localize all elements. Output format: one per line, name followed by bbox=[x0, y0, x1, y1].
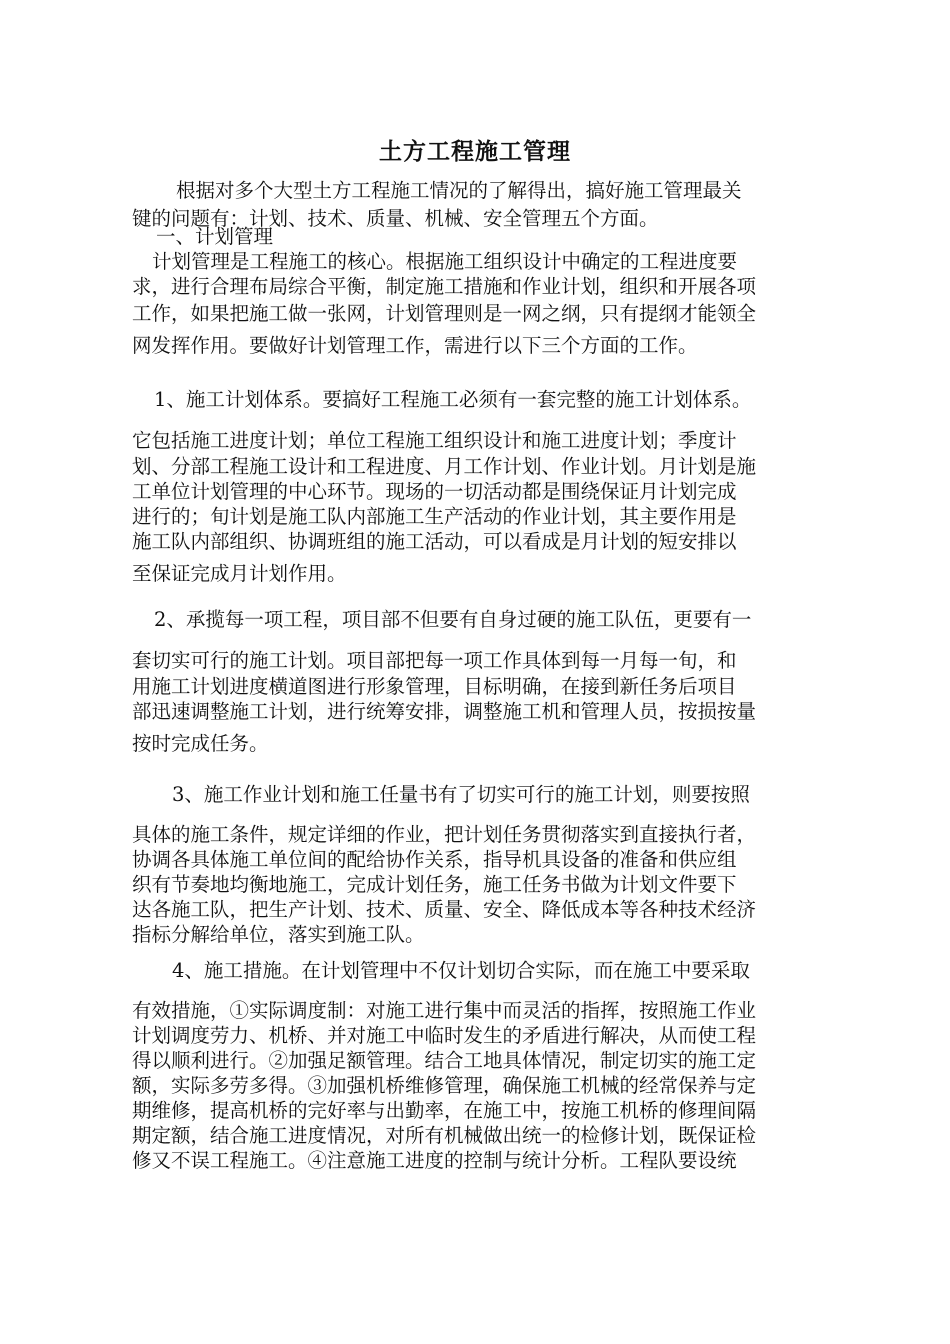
section-heading-text: 一、计划管理 bbox=[156, 225, 274, 248]
plan-management-paragraph bbox=[132, 250, 820, 365]
document-title: 土方工程施工管理 bbox=[379, 138, 571, 165]
item1-line-2: 它包括施工进度计划；单位工程施工组织设计和施工进度计划；季度计 bbox=[132, 429, 737, 452]
item2-line-3: 用施工计划进度横道图进行形象管理，目标明确，在接到新任务后项目 bbox=[132, 675, 737, 698]
item4-line-4: 得以顺利进行。②加强足额管理。结合工地具体情况，制定切实的施工定 bbox=[132, 1049, 757, 1072]
item-2-paragraph bbox=[132, 606, 820, 764]
item3-line-5: 达各施工队，把生产计划、技术、质量、安全、降低成本等各种技术经济 bbox=[132, 898, 757, 921]
plan-line-1: 计划管理是工程施工的核心。根据施工组织设计中确定的工程进度要 bbox=[152, 250, 738, 273]
item3-line-6: 指标分解给单位，落实到施工队。 bbox=[132, 923, 425, 946]
item4-line-5: 额，实际多劳多得。③加强机桥维修管理，确保施工机械的经常保养与定 bbox=[132, 1074, 757, 1097]
item4-line-8: 修又不误工程施工。④注意施工进度的控制与统计分析。工程队要设统 bbox=[132, 1149, 737, 1172]
item3-line-2: 具体的施工条件，规定详细的作业，把计划任务贯彻落实到直接执行者， bbox=[132, 823, 757, 846]
item3-line-1: 3、施工作业计划和施工任量书有了切实可行的施工计划，则要按照 bbox=[172, 783, 750, 806]
item2-line-2: 套切实可行的施工计划。项目部把每一项工作具体到每一月每一旬，和 bbox=[132, 649, 737, 672]
item2-line-5: 按时完成任务。 bbox=[132, 732, 269, 755]
item-4-paragraph bbox=[132, 956, 820, 1173]
item2-line-4: 部迅速调整施工计划，进行统筹安排，调整施工机和管理人员，按损按量 bbox=[132, 700, 757, 723]
item1-line-7: 至保证完成月计划作用。 bbox=[132, 562, 347, 585]
item3-line-4: 织有节奏地均衡地施工，完成计划任务，施工任务书做为计划文件要下 bbox=[132, 873, 737, 896]
item4-line-1: 4、施工措施。在计划管理中不仅计划切合实际，而在施工中要采取 bbox=[172, 959, 750, 982]
item4-line-7: 期定额，结合施工进度情况，对所有机械做出统一的检修计划，既保证检 bbox=[132, 1124, 757, 1147]
plan-line-2: 求，进行合理布局综合平衡，制定施工措施和作业计划，组织和开展各项 bbox=[132, 275, 757, 298]
item-1-paragraph bbox=[132, 386, 820, 594]
item1-line-5: 进行的；旬计划是施工队内部施工生产活动的作业计划，其主要作用是 bbox=[132, 505, 737, 528]
item2-line-1: 2、承揽每一项工程，项目部不但要有自身过硬的施工队伍，更要有一 bbox=[154, 608, 752, 631]
section-heading-plan bbox=[132, 224, 820, 250]
plan-line-4: 网发挥作用。要做好计划管理工作，需进行以下三个方面的工作。 bbox=[132, 334, 698, 357]
plan-line-3: 工作，如果把施工做一张网，计划管理则是一网之纲，只有提纲才能领全 bbox=[132, 302, 757, 325]
intro-line-1: 根据对多个大型土方工程施工情况的了解得出，搞好施工管理最关 bbox=[176, 179, 742, 202]
intro-line-2: 键的问题有：计划、技术、质量、机械、安全管理五个方面。 bbox=[132, 207, 659, 230]
item3-line-3: 协调各具体施工单位间的配给协作关系，指导机具设备的准备和供应组 bbox=[132, 848, 737, 871]
item-3-paragraph bbox=[132, 780, 820, 947]
item1-line-4: 工单位计划管理的中心环节。现场的一切活动都是围绕保证月计划完成 bbox=[132, 480, 737, 503]
item4-line-3: 计划调度劳力、机桥、并对施工中临时发生的矛盾进行解决，从而使工程 bbox=[132, 1024, 757, 1047]
item1-line-3: 划、分部工程施工设计和工程进度、月工作计划、作业计划。月计划是施 bbox=[132, 455, 757, 478]
item4-line-2: 有效措施，①实际调度制：对施工进行集中而灵活的指挥，按照施工作业 bbox=[132, 999, 757, 1022]
item4-line-6: 期维修，提高机桥的完好率与出勤率，在施工中，按施工机桥的修理间隔 bbox=[132, 1099, 757, 1122]
item1-line-1: 1、施工计划体系。要搞好工程施工必须有一套完整的施工计划体系。 bbox=[154, 388, 752, 411]
item1-line-6: 施工队内部组织、协调班组的施工活动，可以看成是月计划的短安排以 bbox=[132, 530, 737, 553]
